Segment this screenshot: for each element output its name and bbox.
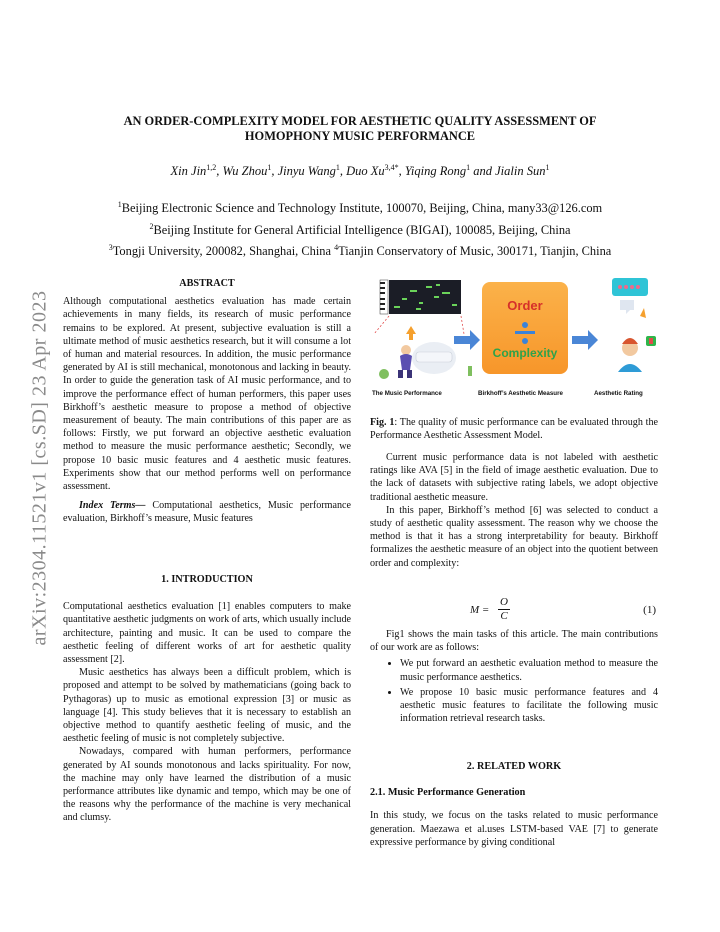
author: Yiqing Rong$^1$ and (404, 163, 496, 179)
equation-denominator: C (500, 610, 508, 622)
related-work-section (370, 760, 658, 849)
list-item: • We propose 10 basic music performance features and 4 aesthetic music features to facilitate the following music information retrieval research tasks. (400, 686, 658, 726)
arrow-right-icon (454, 330, 480, 350)
equation-lhs: M = (470, 604, 490, 616)
abstract-text: Although computational aesthetics evaluation has made certain achievements in many fields, its research of music performance remains to be explored. At present, subjective evaluation is still a ultimate method of music aesthetics research, but it will consume a lot of human and material resources. In addition, the music performance generated by AI is still mechanical, monotonous and lacking in beauty. In order to guide the generation task of AI music performance, and to improve the performance effect of human performers, this paper uses Birkhoff’s aesthetic measure to propose a method of objective measurement of beauty. The main contributions of this paper are as follows: Firstly, we put forward an objective aesthetic evaluation method to measure the music performance aesthetic; Secondly, we propose 10 basic music features and 4 aesthetic music features. Experiments show that our method performs well on performance assessment. (63, 296, 351, 493)
related-work-heading: 2. RELATED WORK (466, 761, 562, 772)
paper-title (70, 114, 650, 144)
equation-numerator: O (500, 596, 508, 608)
affiliation-line: $^2$Beijing Institute for General Artificial Intelligence (BIGAI), 100085, Beijing, China (149, 221, 571, 237)
affiliation-line: $^3$Tongji University, 200082, Shanghai, China $^4$Tianjin Conservatory of Music, 300171, Tianjin, China (108, 243, 612, 259)
arxiv-identifier-text: arXiv:2304.11521v1 [cs.SD] 23 Apr 2023 (28, 290, 51, 646)
author: Jialin Sun$^1$ (495, 163, 550, 179)
complexity-label: Complexity (492, 346, 558, 360)
figure-label-performance: The Music Performance (372, 390, 442, 397)
paragraph: Nowadays, compared with human performers, performance generated by AI sounds monotonous and lacks spirituality. For now, the machine may only have learned the distribution of a music performance attributes like dynamic and tempo, which may be one of the reasons why the performance of the machine is very mechanical and clumsy. (63, 746, 351, 824)
title-line-1: AN ORDER-COMPLEXITY MODEL FOR AESTHETIC QUALITY ASSESSMENT OF (123, 114, 597, 128)
author: Xin Jin$^{1,2}$, (170, 163, 223, 179)
figure-1-caption (370, 416, 658, 442)
paragraph: In this study, we focus on the tasks related to music performance generation. Maezawa et al.uses LSTM-based VAE [7] to generate expressive performance by giving conditional (370, 810, 658, 848)
index-terms-text: Computational aesthetics, Music performance evaluation, Birkhoff’s measure, Music features (63, 500, 351, 525)
paragraph: Music aesthetics has always been a difficult problem, which is proposed and attempt to be solved by mathematicians (going back to Pythagoras) up to music as emotional expression [3] or music as language [4]. This study believes that it is necessary to establish an objective method to quantify aesthetic feeling of music, and the aesthetic feeling of music is not completely subjective. (63, 667, 351, 745)
equation-1 (370, 596, 658, 626)
figure-caption-label: Fig. 1 (370, 417, 395, 428)
equation-number: (1) (643, 604, 656, 616)
abstract-heading: ABSTRACT (179, 278, 235, 289)
contributions-list (370, 657, 658, 725)
introduction-heading: 1. INTRODUCTION (161, 574, 253, 585)
list-item: • We put forward an aesthetic evaluation method to measure the music performance aesthetics. (400, 657, 658, 683)
affiliations (60, 196, 660, 261)
paragraph: Fig1 shows the main tasks of this article. The main contributions of our work are as follows: (370, 629, 658, 654)
title-line-2: HOMOPHONY MUSIC PERFORMANCE (244, 129, 476, 143)
figure-label-aesthetic-measure: Birkhoff’s Aesthetic Measure (478, 390, 563, 397)
paragraph: Current music performance data is not labeled with aesthetic ratings like AVA [5] in the field of image aesthetic evaluation. Due to the lack of datasets with subjective rating labels, we adopt objective traditional aesthetic measure. (370, 452, 658, 503)
right-column-text (370, 451, 658, 570)
author: Duo $Xu^{3,4*}$, (346, 163, 405, 179)
divide-icon (482, 318, 568, 348)
arxiv-identifier (22, 258, 58, 678)
equation-fraction (498, 596, 510, 622)
author: Jinyu Wang$^1$, (277, 163, 347, 179)
paragraph: Computational aesthetics evaluation [1] enables computers to make quantitative aesthetic judgments on work of arts, which usually include architecture, painting and music. It can be used to compare the aesthetic feeling of different works of art for aesthetic quality assessment [2]. (63, 601, 351, 666)
contributions-section (370, 628, 658, 727)
arrow-right-icon (572, 330, 598, 350)
affiliation-line: $^1$Beijing Electronic Science and Technology Institute, 100070, Beijing, China, many33@126.com (117, 200, 603, 216)
index-terms-label: Index Terms— (79, 500, 146, 512)
abstract-section (63, 277, 351, 526)
order-complexity-box (482, 282, 568, 374)
author: Wu Zhou$^1$, (222, 163, 278, 179)
rating-illustration (602, 276, 662, 386)
subsection-heading: 2.1. Music Performance Generation (370, 787, 526, 799)
order-label: Order (507, 298, 543, 313)
figure-1 (372, 276, 662, 402)
figure-caption-text: : The quality of music performance can be evaluated through the Performance Aesthetic Assessment Model. (370, 417, 658, 442)
paragraph: In this paper, Birkhoff’s method [6] was selected to conduct a study of aesthetic quality assessment. The reason why we choose the method is that it has a strong interpretability for beauty. Birkhoff formalizes the aesthetic measure of an object into the quotient between order and complexity: (370, 504, 658, 569)
figure-label-rating: Aesthetic Rating (594, 390, 643, 397)
introduction-section (63, 573, 351, 825)
author-list (70, 163, 650, 179)
index-terms (63, 499, 351, 525)
